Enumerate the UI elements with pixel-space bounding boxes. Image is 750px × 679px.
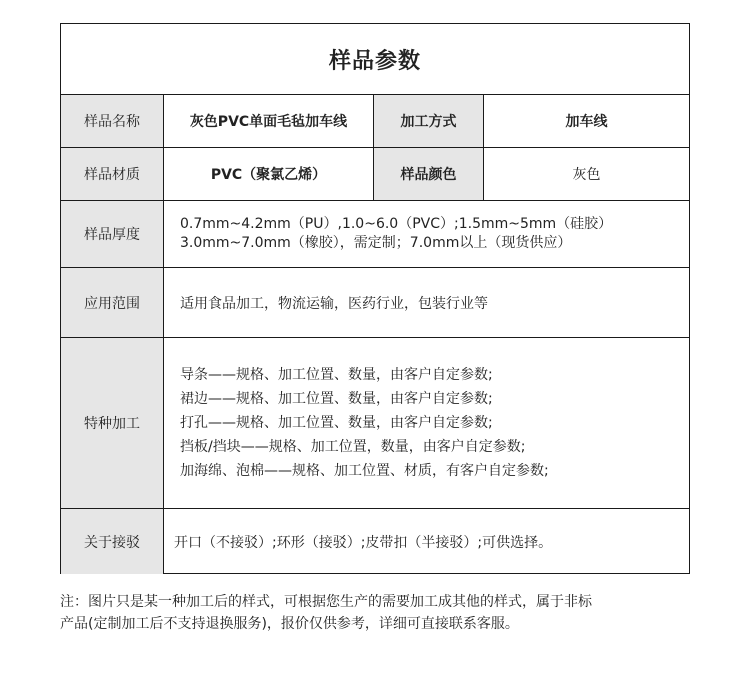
- label-sample-thickness: 样品厚度: [61, 201, 164, 267]
- label-application: 应用范围: [61, 268, 164, 337]
- value-sample-color: 灰色: [572, 167, 601, 183]
- footnote-line: 产品(定制加工后不支持退换服务)，报价仅供参考，详细可直接联系客服。: [60, 616, 519, 632]
- row-splice: [61, 509, 689, 574]
- value-sample-name: 灰色PVC单面毛毡加车线: [164, 95, 374, 147]
- footnote-line: 注：图片只是某一种加工后的样式，可根据您生产的需要加工成其他的样式，属于非标: [60, 594, 592, 610]
- feature-line: 导条——规格、加工位置、数量，由客户自定参数;: [180, 367, 493, 383]
- feature-line: 打孔——规格、加工位置、数量，由客户自定参数;: [180, 415, 493, 431]
- value-special-processing: [164, 338, 689, 508]
- row-sample-material: [61, 148, 689, 201]
- label-sample-material: 样品材质: [61, 148, 164, 200]
- value-sample-material: PVC（聚氯乙烯）: [164, 148, 374, 200]
- value-splice: 开口（不接驳）;环形（接驳）;皮带扣（半接驳）;可供选择。: [174, 534, 553, 551]
- table-title: 样品参数: [61, 24, 689, 95]
- feature-line: 加海绵、泡棉——规格、加工位置、材质，有客户自定参数;: [180, 463, 549, 479]
- row-application: [61, 268, 689, 338]
- label-sample-name: 样品名称: [61, 95, 164, 147]
- feature-line: 挡板/挡块——规格、加工位置，数量，由客户自定参数;: [180, 439, 526, 455]
- footnote: [60, 591, 700, 635]
- row-special-processing: [61, 338, 689, 509]
- value-sample-thickness: [164, 201, 689, 267]
- label-splice: 关于接驳: [61, 509, 164, 574]
- thickness-line: 3.0mm~7.0mm（橡胶），需定制；7.0mm以上（现货供应）: [180, 235, 572, 251]
- value-process-method: 加车线: [565, 114, 608, 130]
- value-application: 适用食品加工，物流运输，医药行业，包装行业等: [180, 295, 488, 312]
- label-special-processing: 特种加工: [61, 338, 164, 508]
- row-sample-thickness: [61, 201, 689, 268]
- label-process-method: 加工方式: [374, 95, 484, 147]
- thickness-line: 0.7mm~4.2mm（PU）,1.0~6.0（PVC）;1.5mm~5mm（硅胶）: [180, 216, 613, 232]
- label-sample-color: 样品颜色: [374, 148, 484, 200]
- row-sample-name: [61, 95, 689, 148]
- spec-table: [60, 23, 690, 574]
- feature-line: 裙边——规格、加工位置、数量，由客户自定参数;: [180, 391, 493, 407]
